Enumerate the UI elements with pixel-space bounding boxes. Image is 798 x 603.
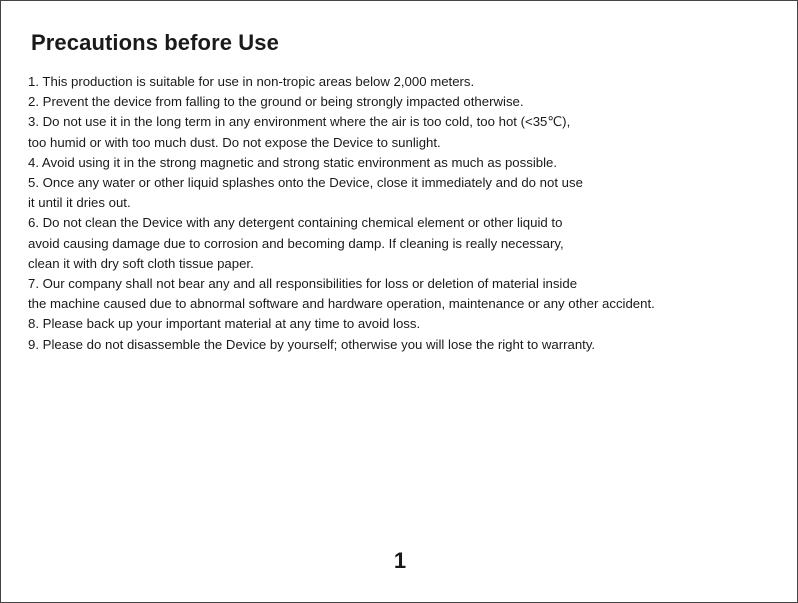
precaution-line: it until it dries out.	[28, 195, 131, 211]
precaution-line: 4. Avoid using it in the strong magnetic and strong static environment as much as possible.	[28, 154, 558, 170]
precaution-line: the machine caused due to abnormal software and hardware operation, maintenance or any other accident.	[28, 296, 655, 312]
precaution-line: clean it with dry soft cloth tissue paper.	[28, 255, 254, 271]
precaution-line: 2. Prevent the device from falling to the ground or being strongly impacted otherwise.	[28, 94, 524, 110]
precaution-line: 3. Do not use it in the long term in any environment where the air is too cold, too hot (<35℃),	[28, 114, 571, 130]
page-title: Precautions before Use	[31, 30, 279, 55]
precaution-line: 6. Do not clean the Device with any detergent containing chemical element or other liquid to	[28, 215, 563, 231]
precaution-line: 1. This production is suitable for use in non-tropic areas below 2,000 meters.	[28, 74, 475, 89]
precaution-line: 8. Please back up your important material at any time to avoid loss.	[28, 316, 421, 332]
page-number: 1	[393, 548, 407, 573]
precaution-line: 7. Our company shall not bear any and all responsibilities for loss or deletion of material inside	[28, 276, 578, 292]
precaution-line: too humid or with too much dust. Do not expose the Device to sunlight.	[28, 134, 441, 150]
precautions-list	[28, 72, 788, 355]
precaution-line: 5. Once any water or other liquid splashes onto the Device, close it immediately and do not use	[28, 175, 583, 191]
precaution-line: 9. Please do not disassemble the Device by yourself; otherwise you will lose the right to warranty.	[28, 336, 596, 352]
precaution-line: avoid causing damage due to corrosion and becoming damp. If cleaning is really necessary,	[28, 235, 564, 251]
